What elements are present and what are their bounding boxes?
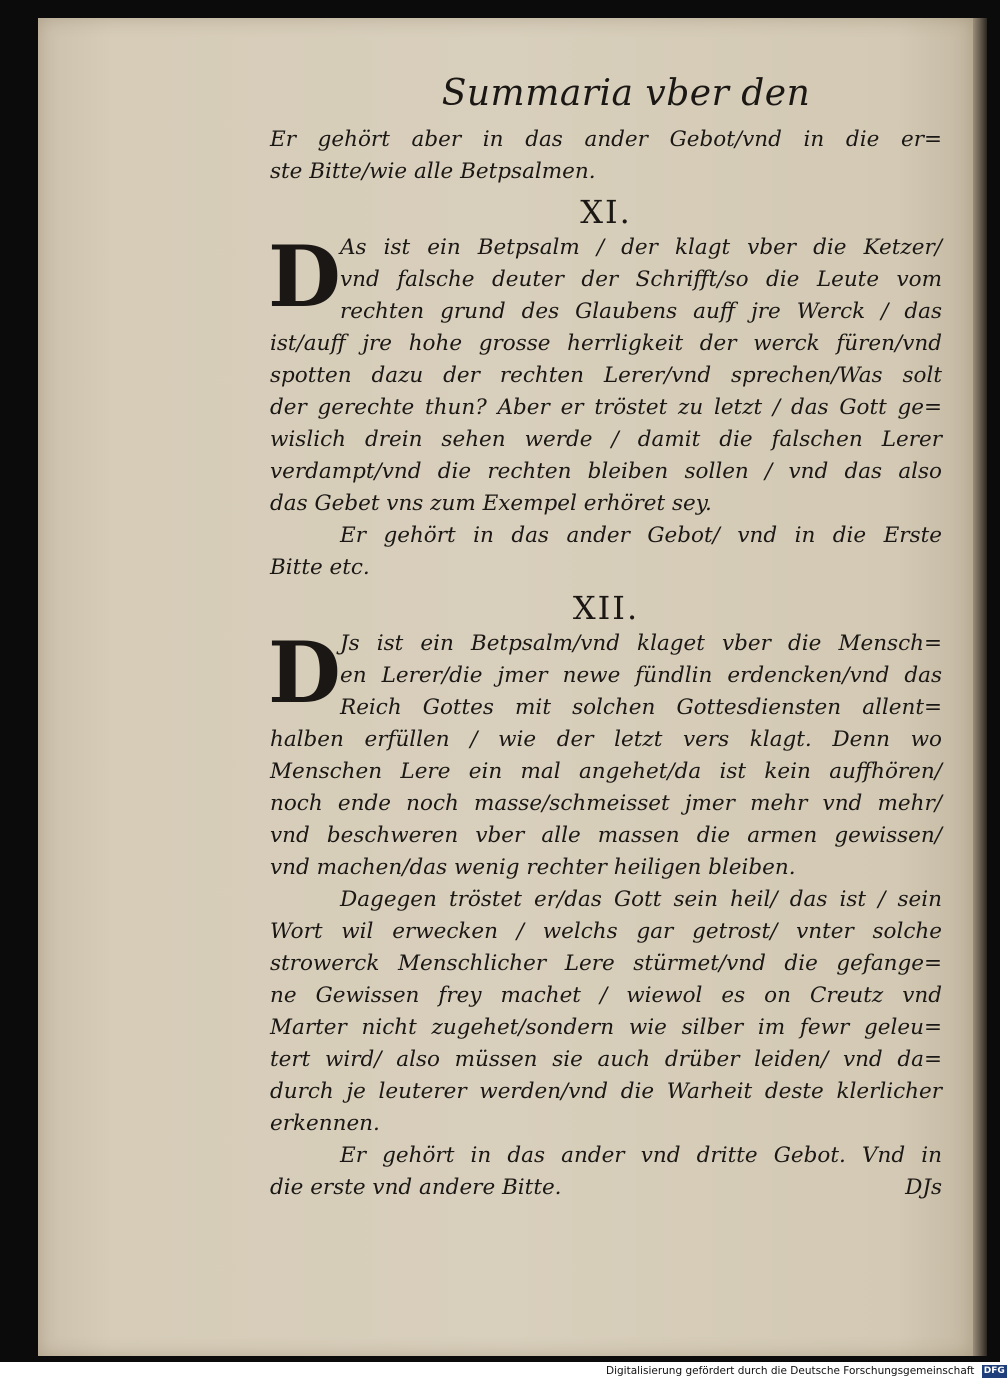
section-numeral: XI. [580,193,632,231]
dropcap-initial: D [268,623,341,722]
text-line: Wort wil erwecken / welchs gar getrost/ vnter solche [270,919,942,944]
credit-text: Digitalisierung gefördert durch die Deutsche Forschungsgemeinschaft [606,1365,975,1377]
text-line: erkennen. [270,1111,380,1136]
section-numeral: XII. [572,589,640,627]
text-line: die erste vnd andere Bitte. [270,1175,562,1200]
text-line: strowerck Menschlicher Lere stürmet/vnd die gefange= [270,951,942,976]
text-line: halben erfüllen / wie der letzt vers klagt. Denn wo [270,727,942,752]
text-line: vnd falsche deuter der Schrifft/so die Leute vom [340,267,942,292]
page-edge [973,18,987,1356]
text-line: das Gebet vns zum Exempel erhöret sey. [270,491,712,516]
text-line: As ist ein Betpsalm / der klagt vber die Ketzer/ [340,235,942,260]
text-line: vnd machen/das wenig rechter heiligen bleiben. [270,855,796,880]
text-line: Er gehört in das ander Gebot/ vnd in die Erste [340,523,942,548]
text-line: Er gehört in das ander vnd dritte Gebot. Vnd in [340,1143,942,1168]
text-line: spotten dazu der rechten Lerer/vnd sprechen/Was solt [270,363,942,388]
closing-line [270,1172,942,1204]
text-line: ne Gewissen frey machet / wiewol es on Creutz vnd [270,983,942,1008]
dropcap-initial: D [268,227,341,326]
text-line: rechten grund des Glaubens auff jre Werck / das [340,299,942,324]
text-line: Reich Gottes mit solchen Gottesdiensten allent= [340,695,942,720]
text-line: Dagegen tröstet er/das Gott sein heil/ das ist / sein [340,887,942,912]
catchword: DJs [905,1175,942,1200]
digitization-credit [606,1362,1005,1381]
text-line: tert wird/ also müssen sie auch drüber leiden/ vnd da= [270,1047,942,1072]
text-line: Er gehört aber in das ander Gebot/vnd in die er= [270,127,942,152]
section-paragraph [268,227,942,520]
text-line: vnd beschweren vber alle massen die armen gewissen/ [270,823,942,848]
text-line: Bitte etc. [270,555,370,580]
text-line: ste Bitte/wie alle Betpsalmen. [270,159,596,184]
section-paragraph [268,623,942,884]
text-line: ist/auff jre hohe grosse herrligkeit der werck füren/vnd [270,331,942,356]
text-line: Menschen Lere ein mal angehet/da ist kein auffhören/ [270,759,942,784]
text-line: der gerechte thun? Aber er tröstet zu letzt / das Gott ge= [270,395,942,420]
text-line: durch je leuterer werden/vnd die Warheit deste klerlicher [270,1079,942,1104]
text-line: verdampt/vnd die rechten bleiben sollen / vnd das also [270,459,942,484]
text-line: Js ist ein Betpsalm/vnd klaget vber die Mensch= [340,631,942,656]
page-text [270,70,942,1204]
dfg-logo: DFG [983,1365,1005,1376]
text-line: en Lerer/die jmer newe fündlin erdencken/vnd das [340,663,942,688]
running-head: Summaria vber den [441,73,811,114]
text-line: noch ende noch masse/schmeisset jmer mehr vnd mehr/ [270,791,942,816]
text-line: Marter nicht zugehet/sondern wie silber im fewr geleu= [270,1015,942,1040]
text-line: wislich drein sehen werde / damit die falschen Lerer [270,427,942,452]
